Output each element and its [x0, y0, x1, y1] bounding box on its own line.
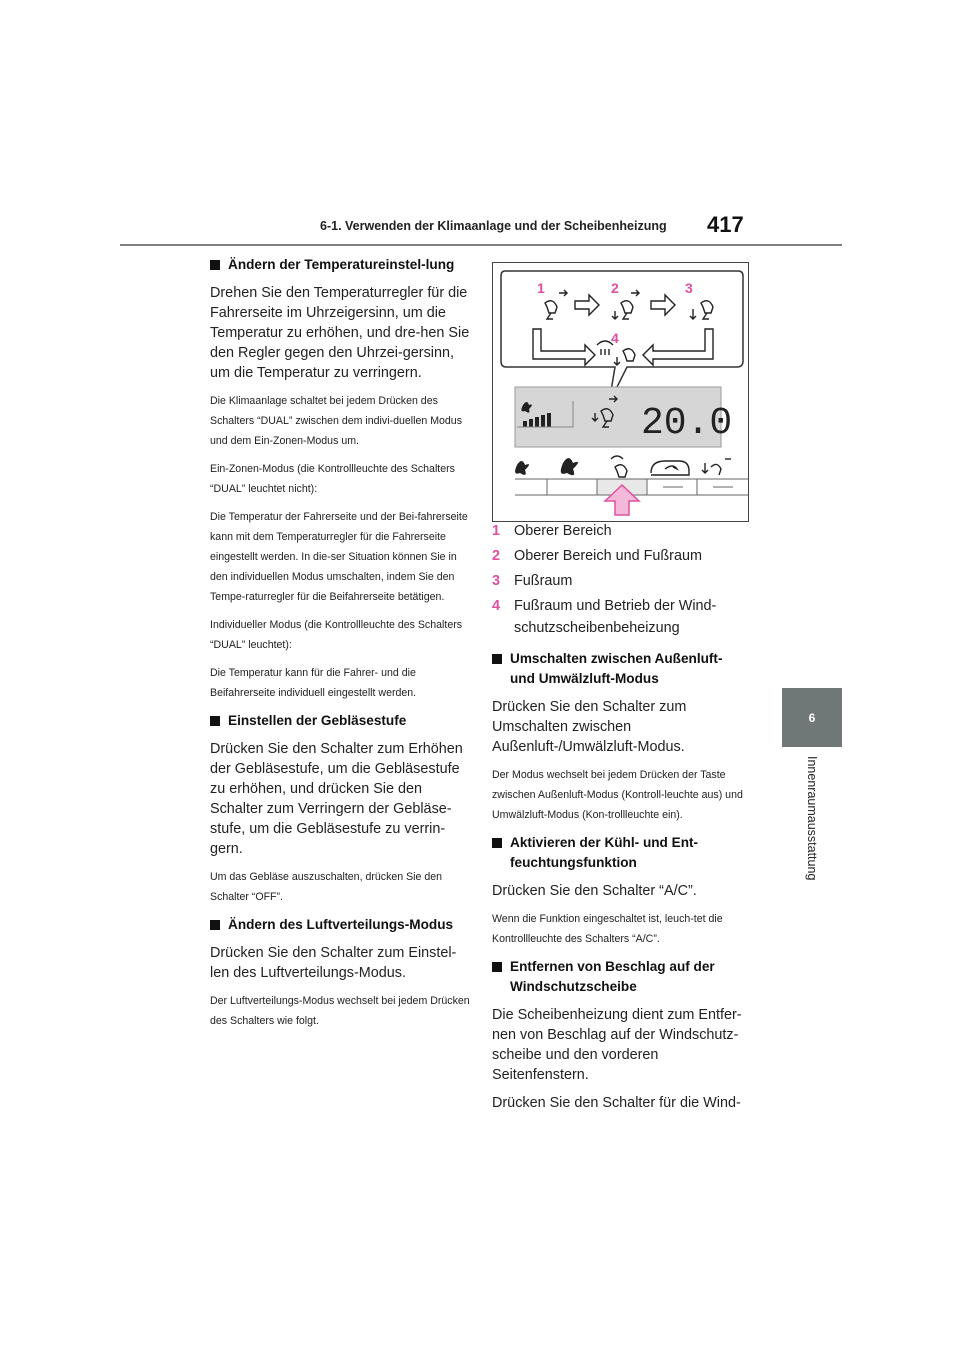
- callout-2: 2: [611, 280, 619, 296]
- note-paragraph: Individueller Modus (die Kontrollleuchte des Schalters “DUAL” leuchtet):: [210, 619, 463, 651]
- section-title: 6-1. Verwenden der Klimaanlage und der Scheibenheizung: [320, 219, 667, 233]
- section-heading: [210, 711, 470, 731]
- content-section: [210, 915, 470, 1031]
- bullet-square-icon: [210, 920, 220, 930]
- callout-4: 4: [611, 330, 619, 346]
- content-section: [210, 711, 470, 907]
- section-heading-text: Aktivieren der Kühl- und Ent-feuchtungsfunktion: [510, 835, 699, 870]
- ac-icon: [702, 459, 731, 475]
- body-paragraph: Drehen Sie den Temperaturregler für die Fahrerseite im Uhrzeigersinn, um die Temperatur zu erhöhen, und dre-hen Sie den Regler gegen den Uhrzei-gersinn, um die Temperatur zu verringern.: [210, 285, 470, 381]
- legend-item: [492, 520, 750, 542]
- note-paragraph: Ein-Zonen-Modus (die Kontrollleuchte des Schalters “DUAL” leuchtet nicht):: [210, 463, 455, 495]
- section-heading-text: Entfernen von Beschlag auf der Windschutzscheibe: [510, 959, 715, 994]
- callout-3: 3: [685, 280, 693, 296]
- page-number: 417: [707, 212, 744, 237]
- section-heading: [492, 957, 750, 997]
- section-heading: [210, 915, 470, 935]
- legend-number: 4: [492, 598, 501, 614]
- legend-number: 1: [492, 523, 501, 539]
- content-section: [492, 649, 750, 825]
- recirculation-icon: [651, 461, 689, 475]
- section-heading-text: Einstellen der Gebläsestufe: [228, 713, 407, 728]
- callout-1: 1: [537, 280, 545, 296]
- section-heading-text: Ändern des Luftverteilungs-Modus: [228, 917, 454, 932]
- section-heading: [492, 833, 750, 873]
- diagram-legend: [492, 520, 750, 639]
- note-paragraph: Um das Gebläse auszuschalten, drücken Sie den Schalter “OFF”.: [210, 871, 443, 903]
- chapter-tab: 6: [782, 688, 842, 747]
- note-paragraph: Die Temperatur der Fahrerseite und der Bei-fahrerseite kann mit dem Temperaturregler für die Fahrerseite eingestellt werden. In die-ser Situation können Sie in den individuellen Modus umschalten, indem Sie den Tempe-raturregler für die Beifahrerseite betätigen.: [210, 511, 468, 603]
- note-paragraph: Die Temperatur kann für die Fahrer- und die Beifahrerseite individuell eingestellt werden.: [210, 667, 417, 699]
- section-heading-text: Umschalten zwischen Außenluft- und Umwälzluft-Modus: [510, 651, 723, 686]
- bullet-square-icon: [492, 962, 502, 972]
- legend-item: [492, 570, 750, 592]
- body-paragraph: Drücken Sie den Schalter zum Erhöhen der Gebläsestufe, um die Gebläsestufe zu erhöhen, und drücken Sie den Schalter zum Verringern der Gebläse-stufe, um die Gebläsestufe zu verrin-gern.: [210, 741, 463, 857]
- section-heading-text: Ändern der Temperatureinstel-lung: [228, 257, 455, 272]
- legend-text: Oberer Bereich und Fußraum: [514, 548, 702, 564]
- bullet-square-icon: [210, 260, 220, 270]
- mode-icon: [611, 456, 627, 477]
- section-heading: [492, 649, 750, 689]
- note-paragraph: Die Klimaanlage schaltet bei jedem Drücken des Schalters “DUAL” zwischen dem indivi-duellen Modus und dem Ein-Zonen-Modus um.: [210, 395, 462, 447]
- legend-item: [492, 545, 750, 567]
- note-paragraph: Der Luftverteilungs-Modus wechselt bei jedem Drücken des Schalters wie folgt.: [210, 995, 470, 1027]
- bullet-square-icon: [210, 716, 220, 726]
- note-paragraph: Der Modus wechselt bei jedem Drücken der Taste zwischen Außenluft-Modus (Kontroll-leuchte aus) und Umwälzluft-Modus (Kon-trollleuchte ein).: [492, 769, 743, 821]
- chapter-label: Innenraumausstattung: [805, 756, 819, 881]
- left-column: [210, 255, 470, 1039]
- body-paragraph: Drücken Sie den Schalter zum Umschalten zwischen Außenluft-/Umwälzluft-Modus.: [492, 699, 687, 755]
- body-paragraph: Die Scheibenheizung dient zum Entfer-nen von Beschlag auf der Windschutz-scheibe und den vorderen Seitenfenstern.: [492, 1007, 742, 1083]
- content-section: [210, 255, 470, 703]
- header-divider: [120, 244, 842, 246]
- display-temperature: 20.0: [641, 402, 733, 445]
- body-paragraph: Drücken Sie den Schalter zum Einstel-len des Luftverteilungs-Modus.: [210, 945, 457, 981]
- bullet-square-icon: [492, 654, 502, 664]
- legend-text: Oberer Bereich: [514, 523, 612, 539]
- content-section: [492, 833, 750, 949]
- climate-control-diagram: [492, 262, 749, 522]
- fan-low-icon: [515, 461, 529, 475]
- body-paragraph: Drücken Sie den Schalter “A/C”.: [492, 883, 697, 899]
- bullet-square-icon: [492, 838, 502, 848]
- diagram-svg: [493, 263, 749, 522]
- section-heading: [210, 255, 470, 275]
- right-column: [492, 520, 750, 1121]
- legend-text: Fußraum und Betrieb der Wind-schutzscheibenbeheizung: [514, 598, 717, 636]
- legend-number: 3: [492, 573, 501, 589]
- fan-high-icon: [561, 458, 578, 475]
- legend-item: [492, 595, 750, 639]
- legend-text: Fußraum: [514, 573, 573, 589]
- content-section: [492, 957, 750, 1113]
- note-paragraph: Wenn die Funktion eingeschaltet ist, leuch-tet die Kontrollleuchte des Schalters “A/C”.: [492, 913, 723, 945]
- legend-number: 2: [492, 548, 501, 564]
- body-paragraph: Drücken Sie den Schalter für die Wind-: [492, 1095, 741, 1111]
